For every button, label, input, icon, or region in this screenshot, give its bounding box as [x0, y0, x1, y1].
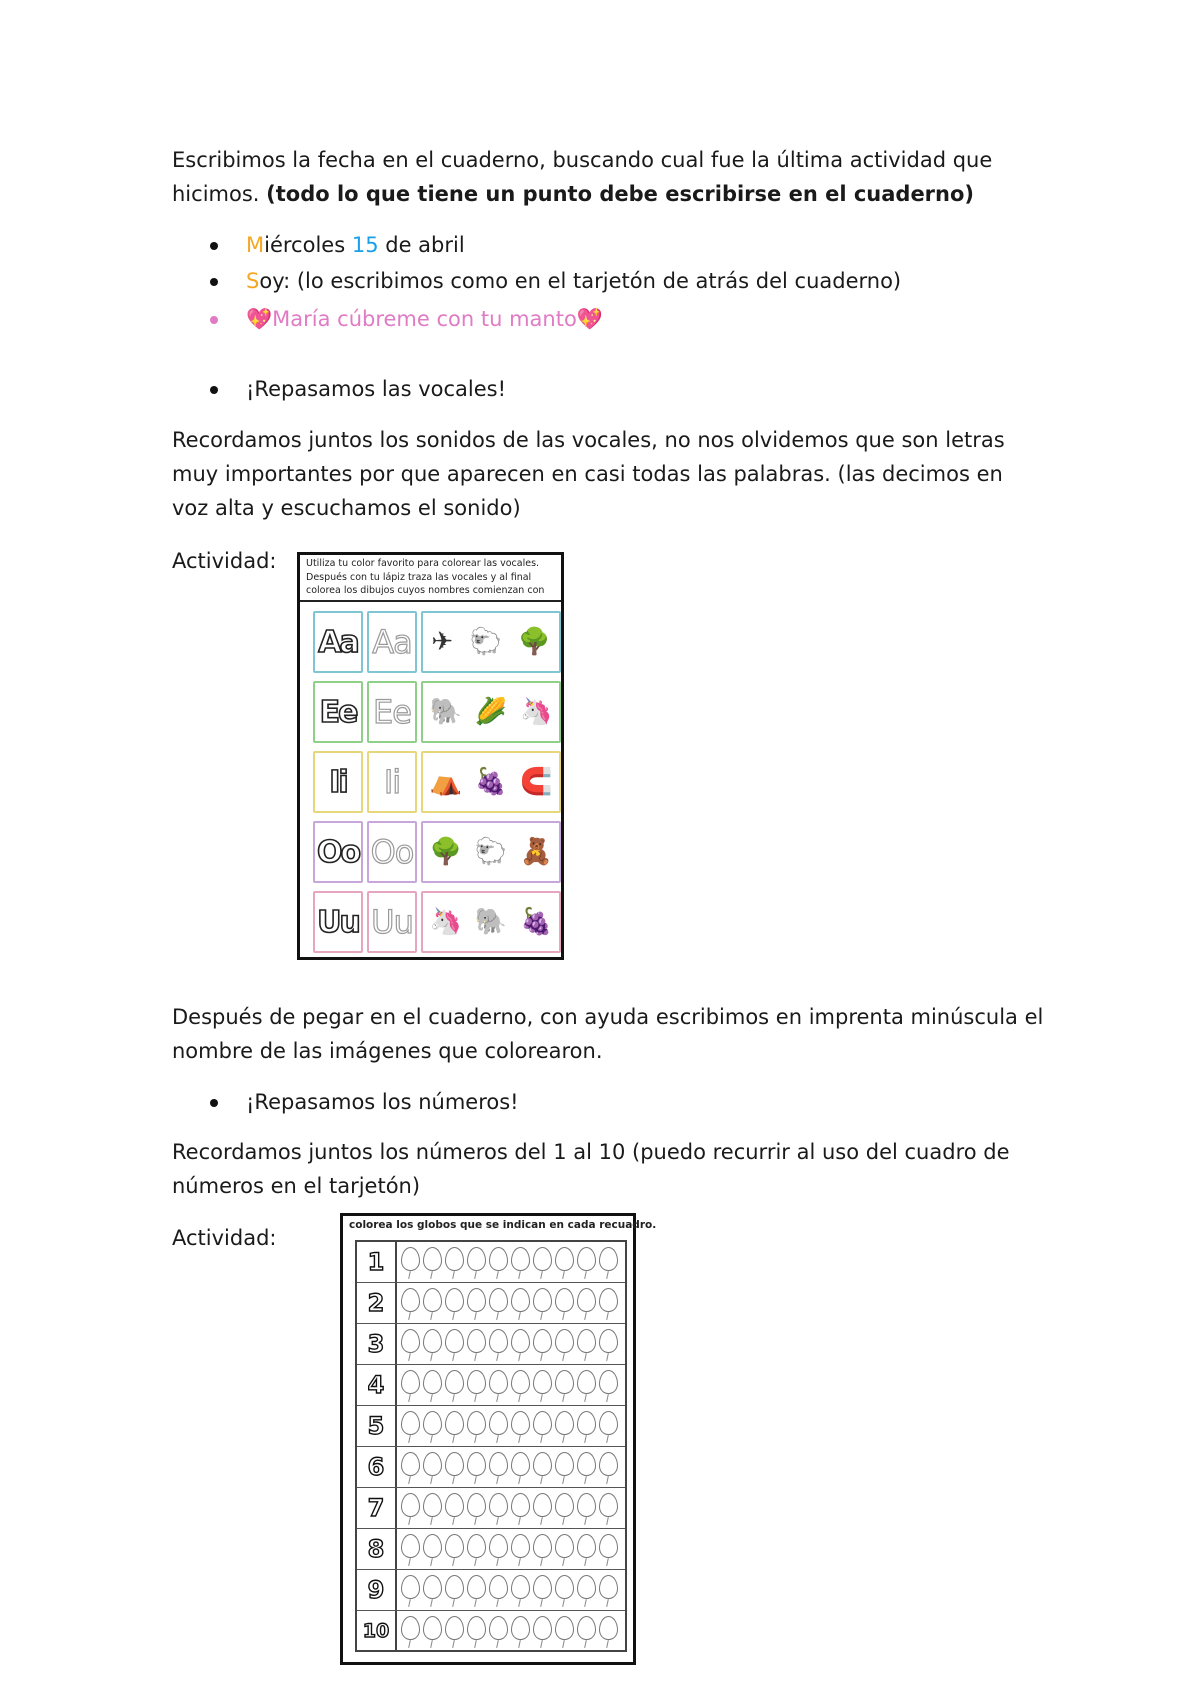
balloon-icon: [533, 1452, 552, 1476]
balloon-icon: [555, 1411, 574, 1435]
balloon-icon: [555, 1616, 574, 1640]
balloon-icon: [423, 1452, 442, 1476]
vowel-trace: Aa: [367, 611, 417, 673]
number-row: [357, 1324, 625, 1365]
balloon-icon: [577, 1247, 596, 1271]
vowel-trace: Ii: [367, 751, 417, 813]
balloon-icon: [555, 1575, 574, 1599]
tree-icon: 🌳: [429, 837, 462, 867]
sheep-icon: 🐑: [474, 837, 508, 867]
balloon-icon: [467, 1411, 486, 1435]
vowel-pictures: [421, 751, 561, 813]
balloon-icon: [577, 1534, 596, 1558]
balloon-icon: [577, 1288, 596, 1312]
number-label: 6: [357, 1447, 397, 1487]
balloon-icon: [401, 1329, 420, 1353]
date-rest: de abril: [378, 233, 465, 257]
soy-initial: S: [246, 269, 260, 293]
number-row: [357, 1447, 625, 1488]
balloon-icon: [423, 1288, 442, 1312]
bullet-dot: [210, 242, 218, 250]
corn-icon: 🌽: [474, 697, 508, 727]
worksheet-instructions: Utiliza tu color favorito para colorear las vocales. Después con tu lápiz traza las vocales y al final colorea los dibujos cuyos nombres comienzan con: [306, 558, 545, 596]
balloon-icon: [401, 1493, 420, 1517]
balloon-icon: [401, 1288, 420, 1312]
vowel-pictures: [421, 681, 561, 743]
vocales-paragraph: Recordamos juntos los sonidos de las vocales, no nos olvidemos que son letras muy importantes por que aparecen en casi todas las palabras. (las decimos en voz alta y escuchamos el sonido): [172, 428, 1005, 520]
balloon-icon: [489, 1616, 508, 1640]
balloon-group: [401, 1450, 623, 1486]
grapes-icon: 🍇: [520, 907, 553, 937]
balloon-icon: [423, 1616, 442, 1640]
balloon-icon: [555, 1370, 574, 1394]
balloon-icon: [423, 1493, 442, 1517]
balloon-icon: [445, 1288, 464, 1312]
balloon-icon: [489, 1411, 508, 1435]
balloon-group: [401, 1245, 623, 1281]
balloon-icon: [599, 1493, 618, 1517]
vowel-row-u: [313, 891, 561, 957]
balloon-icon: [533, 1288, 552, 1312]
balloon-icon: [577, 1575, 596, 1599]
balloon-icon: [489, 1247, 508, 1271]
balloon-icon: [445, 1452, 464, 1476]
number-label: 7: [357, 1488, 397, 1528]
balloon-icon: [511, 1411, 530, 1435]
vowel-big: Ee: [313, 681, 363, 743]
number-label: 2: [357, 1283, 397, 1323]
balloon-icon: [533, 1493, 552, 1517]
vowel-pictures: [421, 611, 561, 673]
balloon-grid: [355, 1240, 627, 1652]
vowel-pictures: [421, 821, 561, 883]
unicorn-icon: 🦄: [429, 907, 462, 937]
date-initial: M: [246, 233, 265, 257]
balloon-icon: [555, 1452, 574, 1476]
balloon-icon: [599, 1534, 618, 1558]
balloon-icon: [599, 1370, 618, 1394]
balloon-icon: [401, 1575, 420, 1599]
intro-line-2: hicimos.: [172, 182, 267, 206]
actividad-label: Actividad:: [172, 549, 277, 573]
vowel-trace: Ee: [367, 681, 417, 743]
balloon-icon: [577, 1329, 596, 1353]
balloon-icon: [467, 1329, 486, 1353]
balloon-icon: [533, 1411, 552, 1435]
igloo-icon: ⛺: [429, 767, 462, 797]
balloon-icon: [511, 1452, 530, 1476]
balloon-icon: [599, 1575, 618, 1599]
number-label: 8: [357, 1529, 397, 1569]
balloon-icon: [577, 1411, 596, 1435]
number-label: 3: [357, 1324, 397, 1364]
vowel-big: Oo: [313, 821, 363, 883]
balloon-icon: [467, 1288, 486, 1312]
balloon-icon: [445, 1575, 464, 1599]
prayer-text: María cúbreme con tu manto: [272, 307, 577, 331]
bullet-dot: [210, 1099, 218, 1107]
intro-bold-note: (todo lo que tiene un punto debe escribirse en el cuaderno): [266, 182, 975, 206]
number-row: [357, 1570, 625, 1611]
balloon-icon: [511, 1247, 530, 1271]
vowel-worksheet-image: [297, 552, 564, 960]
number-label: 1: [357, 1242, 397, 1282]
balloon-icon: [533, 1329, 552, 1353]
balloon-icon: [445, 1370, 464, 1394]
balloon-icon: [511, 1575, 530, 1599]
balloon-icon: [445, 1329, 464, 1353]
vowel-big: Uu: [313, 891, 363, 953]
balloon-icon: [467, 1575, 486, 1599]
vowel-row-a: [313, 611, 561, 677]
number-label: 5: [357, 1406, 397, 1446]
balloon-icon: [467, 1534, 486, 1558]
balloon-icon: [423, 1329, 442, 1353]
balloon-icon: [599, 1329, 618, 1353]
balloon-icon: [599, 1452, 618, 1476]
balloon-icon: [577, 1452, 596, 1476]
balloon-icon: [489, 1534, 508, 1558]
balloon-icon: [445, 1534, 464, 1558]
balloon-icon: [511, 1370, 530, 1394]
balloon-icon: [599, 1616, 618, 1640]
balloon-icon: [401, 1452, 420, 1476]
number-row: [357, 1242, 625, 1283]
balloon-icon: [533, 1370, 552, 1394]
vowel-pictures: [421, 891, 561, 953]
balloon-icon: [489, 1452, 508, 1476]
bullet-dot: [210, 386, 218, 394]
intro-line-1: Escribimos la fecha en el cuaderno, buscando cual fue la última actividad que: [172, 148, 993, 172]
worksheet-instructions: colorea los globos que se indican en cada recuadro.: [349, 1219, 657, 1231]
vowel-row-o: [313, 821, 561, 887]
balloon-icon: [467, 1493, 486, 1517]
unicorn-icon: 🦄: [520, 697, 553, 727]
balloon-icon: [555, 1329, 574, 1353]
balloon-group: [401, 1327, 623, 1363]
balloon-icon: [533, 1575, 552, 1599]
balloon-group: [401, 1532, 623, 1568]
numeros-heading: ¡Repasamos los números!: [246, 1090, 519, 1114]
balloon-icon: [577, 1370, 596, 1394]
balloon-icon: [401, 1370, 420, 1394]
vowel-trace: Oo: [367, 821, 417, 883]
balloon-group: [401, 1286, 623, 1322]
vowel-big: Aa: [313, 611, 363, 673]
balloon-icon: [511, 1616, 530, 1640]
numbers-worksheet-image: [340, 1213, 657, 1665]
balloon-icon: [511, 1534, 530, 1558]
elephant-icon: 🐘: [474, 907, 508, 937]
balloon-icon: [445, 1411, 464, 1435]
date-weekday: iércoles: [264, 233, 352, 257]
bullet-dot: [210, 278, 218, 286]
vowel-row-e: [313, 681, 561, 747]
balloon-icon: [489, 1493, 508, 1517]
vocales-heading: ¡Repasamos las vocales!: [246, 377, 507, 401]
balloon-icon: [489, 1575, 508, 1599]
balloon-icon: [577, 1616, 596, 1640]
balloon-icon: [401, 1534, 420, 1558]
number-row: [357, 1365, 625, 1406]
balloon-icon: [423, 1411, 442, 1435]
balloon-icon: [467, 1452, 486, 1476]
vowel-row-i: [313, 751, 561, 817]
balloon-icon: [445, 1493, 464, 1517]
despues-paragraph: Después de pegar en el cuaderno, con ayuda escribimos en imprenta minúscula el nombre de las imágenes que colorearon.: [172, 1005, 1044, 1063]
balloon-icon: [511, 1288, 530, 1312]
date-day: 15: [351, 233, 379, 257]
bullet-dot: [210, 316, 218, 324]
balloon-icon: [423, 1575, 442, 1599]
balloon-icon: [511, 1329, 530, 1353]
number-row: [357, 1529, 625, 1570]
number-row: [357, 1406, 625, 1447]
balloon-icon: [577, 1493, 596, 1517]
balloon-icon: [555, 1493, 574, 1517]
numeros-paragraph: Recordamos juntos los números del 1 al 10 (puedo recurrir al uso del cuadro de números en el tarjetón): [172, 1140, 1010, 1198]
grapes-icon: 🍇: [474, 767, 508, 797]
tree-icon: 🌳: [518, 627, 551, 657]
balloon-icon: [533, 1534, 552, 1558]
heart-icon: 💖: [246, 307, 273, 331]
balloon-icon: [445, 1616, 464, 1640]
balloon-icon: [401, 1616, 420, 1640]
actividad-label: Actividad:: [172, 1226, 277, 1250]
vowel-trace: Uu: [367, 891, 417, 953]
balloon-icon: [445, 1247, 464, 1271]
sheep-icon: 🐑: [469, 627, 502, 657]
balloon-icon: [599, 1288, 618, 1312]
balloon-icon: [533, 1616, 552, 1640]
balloon-icon: [511, 1493, 530, 1517]
balloon-icon: [599, 1247, 618, 1271]
balloon-icon: [467, 1247, 486, 1271]
balloon-icon: [555, 1288, 574, 1312]
soy-text: oy: (lo escribimos como en el tarjetón de atrás del cuaderno): [259, 269, 902, 293]
balloon-group: [401, 1573, 623, 1609]
number-row: [357, 1283, 625, 1324]
magnet-icon: 🧲: [520, 767, 553, 797]
airplane-icon: ✈: [431, 627, 454, 657]
number-row: [357, 1488, 625, 1529]
balloon-icon: [489, 1329, 508, 1353]
balloon-icon: [533, 1247, 552, 1271]
number-label: 10: [357, 1611, 397, 1651]
balloon-group: [401, 1409, 623, 1445]
balloon-icon: [467, 1370, 486, 1394]
vowel-big: Ii: [313, 751, 363, 813]
balloon-icon: [423, 1370, 442, 1394]
intro-paragraph: [172, 143, 1052, 211]
number-row: [357, 1611, 625, 1652]
balloon-icon: [489, 1370, 508, 1394]
balloon-group: [401, 1614, 623, 1650]
elephant-icon: 🐘: [429, 697, 462, 727]
number-label: 9: [357, 1570, 397, 1610]
balloon-icon: [599, 1411, 618, 1435]
balloon-icon: [555, 1247, 574, 1271]
balloon-icon: [423, 1534, 442, 1558]
balloon-icon: [555, 1534, 574, 1558]
balloon-group: [401, 1368, 623, 1404]
heart-icon: 💖: [576, 307, 603, 331]
balloon-icon: [401, 1247, 420, 1271]
balloon-icon: [467, 1616, 486, 1640]
number-label: 4: [357, 1365, 397, 1405]
balloon-icon: [423, 1247, 442, 1271]
divider: [300, 600, 561, 602]
bear-icon: 🧸: [520, 837, 553, 867]
balloon-icon: [489, 1288, 508, 1312]
balloon-icon: [401, 1411, 420, 1435]
balloon-group: [401, 1491, 623, 1527]
